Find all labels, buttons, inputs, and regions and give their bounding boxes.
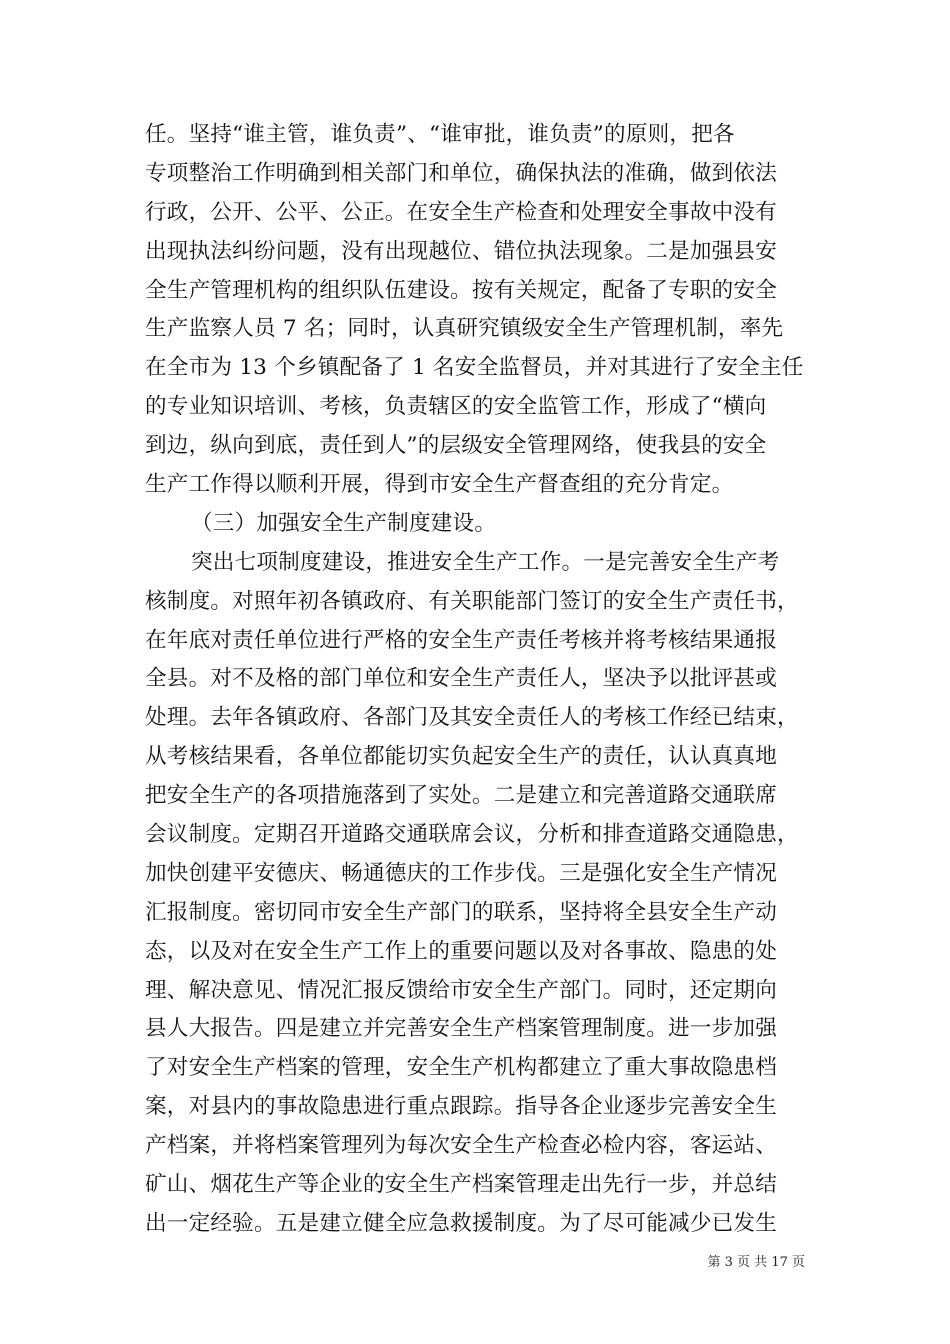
text-line: 的专业知识培训、考核，负责辖区的安全监管工作，形成了“横向 — [145, 394, 767, 420]
section-heading — [145, 505, 805, 544]
text-line: 案，对县内的事故隐患进行重点跟踪。指导各企业逐步完善安全生 — [145, 1094, 778, 1120]
text-line: 全县。对不及格的部门单位和安全生产责任人，坚决予以批评甚或 — [145, 666, 778, 692]
text-line: 加快创建平安德庆、畅通德庆的工作步伐。三是强化安全生产情况 — [145, 860, 778, 886]
text-line: 突出七项制度建设，推进安全生产工作。一是完善安全生产考 — [191, 549, 780, 575]
text-line: 在年底对责任单位进行严格的安全生产责任考核并将考核结果通报 — [145, 627, 778, 653]
text-line: 出现执法纠纷问题，没有出现越位、错位执法现象。二是加强县安 — [145, 238, 778, 264]
text-line: 在全市为 13 个乡镇配备了 1 名安全监督员，并对其进行了安全主任 — [145, 355, 804, 381]
text-line: 生产监察人员 7 名；同时，认真研究镇级安全生产管理机制，率先 — [145, 316, 784, 342]
section-heading-text: （三）加强安全生产制度建设。 — [191, 510, 497, 536]
page-number-footer: 第 3 页 共 17 页 — [707, 1255, 805, 1270]
text-line: 到边，纵向到底，责任到人”的层级安全管理网络，使我县的安全 — [145, 433, 767, 459]
text-line: 核制度。对照年初各镇政府、有关职能部门签订的安全生产责任书， — [145, 588, 799, 614]
text-line: 处理。去年各镇政府、各部门及其安全责任人的考核工作经已结束， — [145, 705, 799, 731]
text-line: 把安全生产的各项措施落到了实处。二是建立和完善道路交通联席 — [145, 783, 778, 809]
text-line: 理、解决意见、情况汇报反馈给市安全生产部门。同时，还定期向 — [145, 977, 778, 1003]
text-line: 生产工作得以顺利开展，得到市安全生产督查组的充分肯定。 — [145, 472, 734, 498]
text-line: 汇报制度。密切同市安全生产部门的联系，坚持将全县安全生产动 — [145, 899, 778, 925]
paragraph-3 — [145, 544, 805, 1244]
text-line: 从考核结果看，各单位都能切实负起安全生产的责任，认认真真地 — [145, 744, 778, 770]
text-line: 了对安全生产档案的管理，安全生产机构都建立了重大事故隐患档 — [145, 1055, 778, 1081]
body-text — [145, 116, 805, 1244]
text-line: 县人大报告。四是建立并完善安全生产档案管理制度。进一步加强 — [145, 1016, 778, 1042]
text-line: 出一定经验。五是建立健全应急救援制度。为了尽可能减少已发生 — [145, 1210, 778, 1236]
text-line: 行政，公开、公平、公正。在安全生产检查和处理安全事故中没有 — [145, 199, 778, 225]
text-line: 任。坚持“谁主管，谁负责”、“谁审批，谁负责”的原则，把各 — [145, 122, 735, 147]
text-line: 态，以及对在安全生产工作上的重要问题以及对各事故、隐患的处 — [145, 938, 778, 964]
text-line: 矿山、烟花生产等企业的安全生产档案管理走出先行一步，并总结 — [145, 1172, 778, 1198]
text-line: 专项整治工作明确到相关部门和单位，确保执法的准确，做到依法 — [145, 160, 778, 186]
paragraph-1 — [145, 116, 805, 505]
text-line: 产档案，并将档案管理列为每次安全生产检查必检内容，客运站、 — [145, 1133, 778, 1159]
text-line: 会议制度。定期召开道路交通联席会议，分析和排查道路交通隐患， — [145, 822, 799, 848]
text-line: 全生产管理机构的组织队伍建设。按有关规定，配备了专职的安全 — [145, 277, 778, 303]
